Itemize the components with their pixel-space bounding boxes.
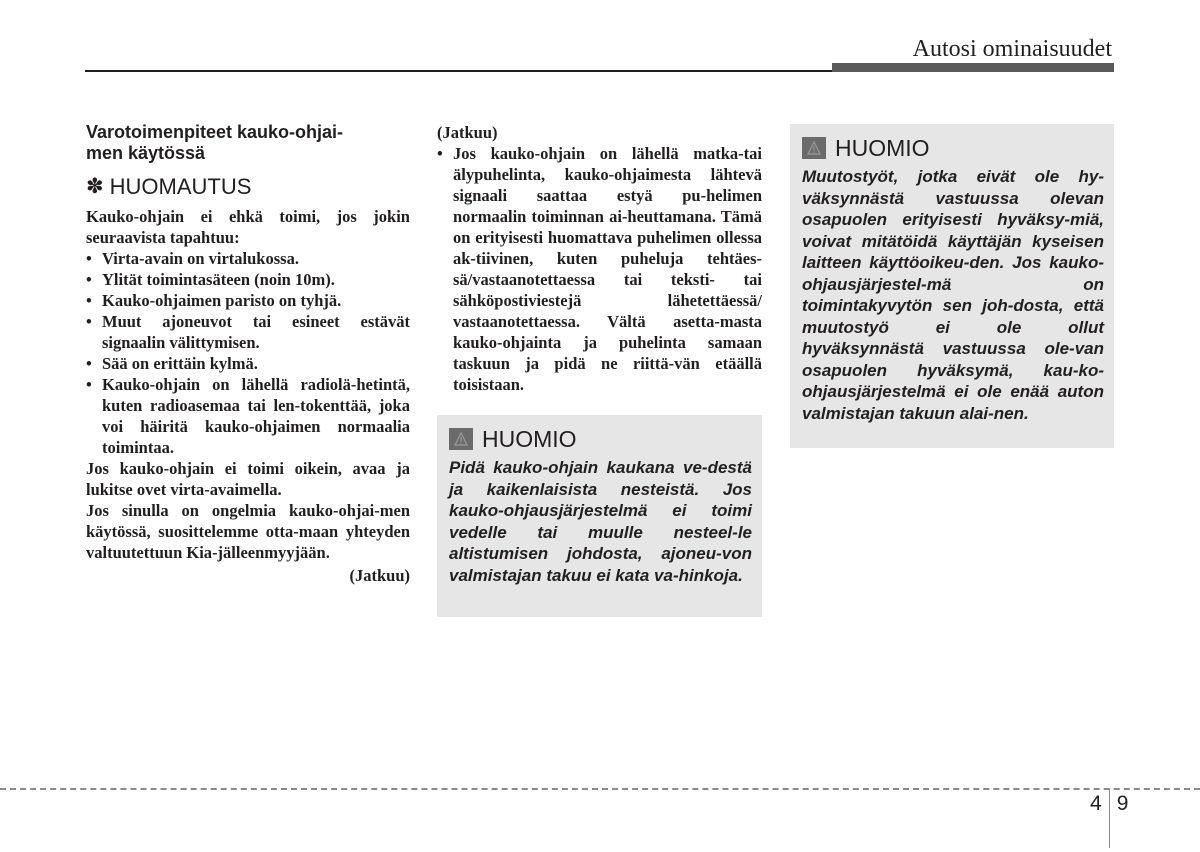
- continued-label: (Jatkuu): [437, 123, 498, 142]
- header-rule: [85, 70, 832, 72]
- column-3: [790, 124, 1114, 448]
- caution-text: Muutostyöt, jotka eivät ole hy-väksynnästä vastuussa olevan osapuolen erityisesti hyväksy-miä, voivat mitätöidä käyttäjän kyseisen laitteen käyttöoikeu-den. Jos kauko-ohjausjärjestel-mä on toimintakyvytön sen joh-dosta, että muutostyö ei ole ollut hyväksynnästä vastuussa ole-van osapuolen hyväksymä, kau-ko-ohjausjärjestelmä ei ole enää auton valmistajan takuun alai-nen.: [802, 167, 1104, 423]
- section-heading: [86, 122, 410, 164]
- asterisk-icon: ✽: [86, 175, 104, 198]
- continued-label: (Jatkuu): [349, 566, 410, 585]
- paragraph-2: Jos sinulla on ongelmia kauko-ohjai-men käytössä, suosittelemme otta-maan yhteyden valtuutettuun Kia-jälleenmyyjään.: [86, 501, 410, 562]
- conditions-list: [86, 248, 410, 458]
- page-number-separator: [1109, 788, 1110, 848]
- section-heading-line-2: men käytössä: [86, 143, 206, 163]
- caution-box: [790, 124, 1114, 448]
- caution-heading: [802, 134, 1104, 162]
- caution-title: HUOMIO: [482, 426, 577, 452]
- section-heading-line-1: Varotoimenpiteet kauko-ohjai-: [86, 122, 344, 142]
- list-item: • Virta-avain on virtalukossa.: [86, 249, 299, 268]
- caution-box: [437, 415, 762, 617]
- caution-heading: [449, 425, 752, 453]
- list-item: • Sää on erittäin kylmä.: [86, 354, 258, 373]
- list-item: • Ylität toimintasäteen (noin 10m).: [86, 270, 335, 289]
- warning-icon: [802, 137, 826, 159]
- list-item: • Jos kauko-ohjain on lähellä matka-tai älypuhelinta, kauko-ohjaimesta lähtevä signaali saattaa estyä pu-helimen normaalin toiminnan ai-heuttamana. Tämä on erityisesti huomattava puhelimen ollessa ak-tiivinen, kuten puheluja tehtäes-sä/vastaanotettaessa tai teksti- tai sähköpostiviestejä lähetettäessä/ vastaanotettaessa. Vältä asetta-masta kauko-ohjainta ja puhelinta samaan taskuun ja pidä ne riittä-vän etäällä toisistaan.: [437, 144, 762, 394]
- caution-text: Pidä kauko-ohjain kaukana ve-destä ja kaikenlaisista nesteistä. Jos kauko-ohjausjärjestelmä ei toimi vedelle tai muulle nesteel-le altistumisen johdosta, ajoneu-von valmistajan takuu ei kata va-hinkoja.: [449, 458, 752, 585]
- notice-title: HUOMAUTUS: [109, 174, 252, 199]
- notice-intro: Kauko-ohjain ei ehkä toimi, jos jokin seuraavista tapahtuu:: [86, 207, 410, 247]
- header-rule-accent: [832, 63, 1114, 72]
- phone-note-list: [437, 143, 762, 395]
- notice-heading: [86, 174, 410, 200]
- list-item: • Kauko-ohjain on lähellä radiolä-hetintä, kuten radioasemaa tai len-tokenttää, joka voi häiritä kauko-ohjaimen normaalia toimintaa.: [86, 375, 410, 457]
- list-item: • Kauko-ohjaimen paristo on tyhjä.: [86, 291, 342, 310]
- paragraph-1: Jos kauko-ohjain ei toimi oikein, avaa ja lukitse ovet virta-avaimella.: [86, 459, 410, 499]
- footer-divider: [0, 788, 1200, 790]
- list-item: • Muut ajoneuvot tai esineet estävät signaalin välittymisen.: [86, 312, 410, 352]
- page-header-title: Autosi ominaisuudet: [912, 36, 1112, 62]
- column-2: [437, 122, 762, 617]
- page-number: [1090, 788, 1128, 852]
- column-1: [86, 122, 410, 586]
- page-index: 9: [1116, 792, 1129, 815]
- chapter-number: 4: [1090, 792, 1102, 815]
- warning-icon: [449, 428, 473, 450]
- caution-title: HUOMIO: [835, 135, 930, 161]
